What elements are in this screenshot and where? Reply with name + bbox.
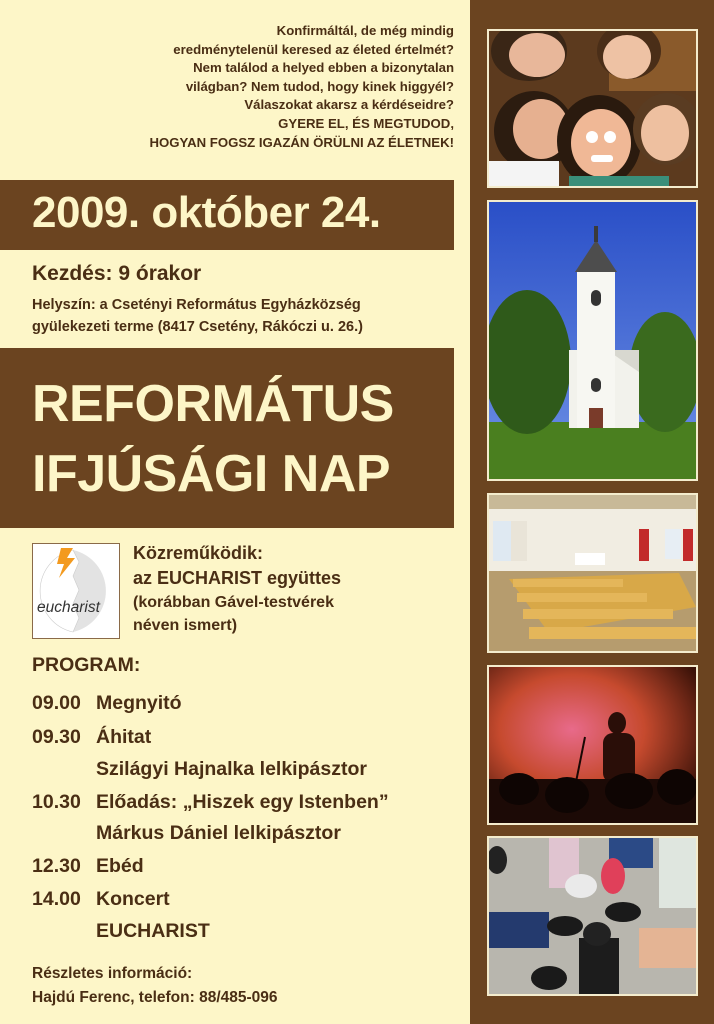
event-title-line1: REFORMÁTUS: [32, 375, 394, 433]
program-item: [32, 692, 182, 715]
program-detail: Szilágyi Hajnalka lelkipásztor: [96, 758, 367, 780]
program-detail: Márkus Dániel lelkipásztor: [96, 822, 341, 844]
photo-feet: [487, 836, 698, 996]
venue: [32, 294, 363, 338]
program-time: 10.30: [32, 791, 81, 813]
program-time: 12.30: [32, 855, 81, 877]
intro-text: [14, 22, 454, 152]
date-banner: [0, 180, 454, 250]
intro-line: Nem találod a helyed ebben a bizonytalan: [193, 60, 454, 76]
photo-youth-group: [487, 29, 698, 188]
program-detail: EUCHARIST: [96, 920, 210, 942]
program-time: 14.00: [32, 888, 81, 910]
title-banner: [0, 348, 454, 528]
coop-line: Közreműködik:: [133, 543, 264, 563]
program-item: [32, 855, 144, 878]
coop-line: az EUCHARIST együttes: [133, 568, 342, 588]
venue-line: Helyszín: a Csetényi Református Egyházközség: [32, 297, 361, 313]
photo-hall-interior: [487, 493, 698, 653]
program-heading: PROGRAM:: [32, 654, 141, 676]
eucharist-logo-graphic: [33, 544, 119, 638]
program-text: Előadás: „Hiszek egy Istenben”: [96, 791, 389, 813]
program-text: Ebéd: [96, 855, 144, 877]
intro-line: Válaszokat akarsz a kérdéseidre?: [244, 97, 454, 113]
coop-line: néven ismert): [133, 617, 238, 634]
logo-wordmark: eucharist: [37, 599, 100, 616]
program-text: Koncert: [96, 888, 170, 910]
event-date: 2009. október 24.: [32, 188, 381, 237]
intro-line: GYERE EL, ÉS MEGTUDOD,: [278, 115, 454, 131]
coop-line: (korábban Gável-testvérek: [133, 594, 334, 611]
program-time: 09.30: [32, 726, 81, 748]
intro-line: HOGYAN FOGSZ IGAZÁN ÖRÜLNI AZ ÉLETNEK!: [149, 134, 454, 150]
eucharist-logo: [32, 543, 120, 639]
intro-line: eredménytelenül keresed az életed értelmét?: [173, 41, 454, 57]
start-time: Kezdés: 9 órakor: [32, 262, 202, 285]
cooperation-info: [133, 541, 341, 637]
event-title-line2: IFJÚSÁGI NAP: [32, 445, 391, 503]
program-item: [32, 888, 170, 911]
intro-line: Konfirmáltál, de még mindig: [276, 23, 454, 38]
contact-info: [32, 962, 278, 1010]
intro-line: világban? Nem tudod, hogy kinek higgyél?: [185, 78, 454, 94]
photo-church: [487, 200, 698, 481]
program-item: [32, 791, 389, 814]
program-text: Áhitat: [96, 726, 152, 748]
photo-concert: [487, 665, 698, 825]
contact-line: Hajdú Ferenc, telefon: 88/485-096: [32, 989, 278, 1006]
contact-line: Részletes információ:: [32, 965, 193, 982]
program-item: [32, 726, 151, 749]
venue-line: gyülekezeti terme (8417 Csetény, Rákóczi u. 26.): [32, 319, 363, 335]
program-text: Megnyitó: [96, 692, 182, 714]
program-time: 09.00: [32, 692, 81, 714]
